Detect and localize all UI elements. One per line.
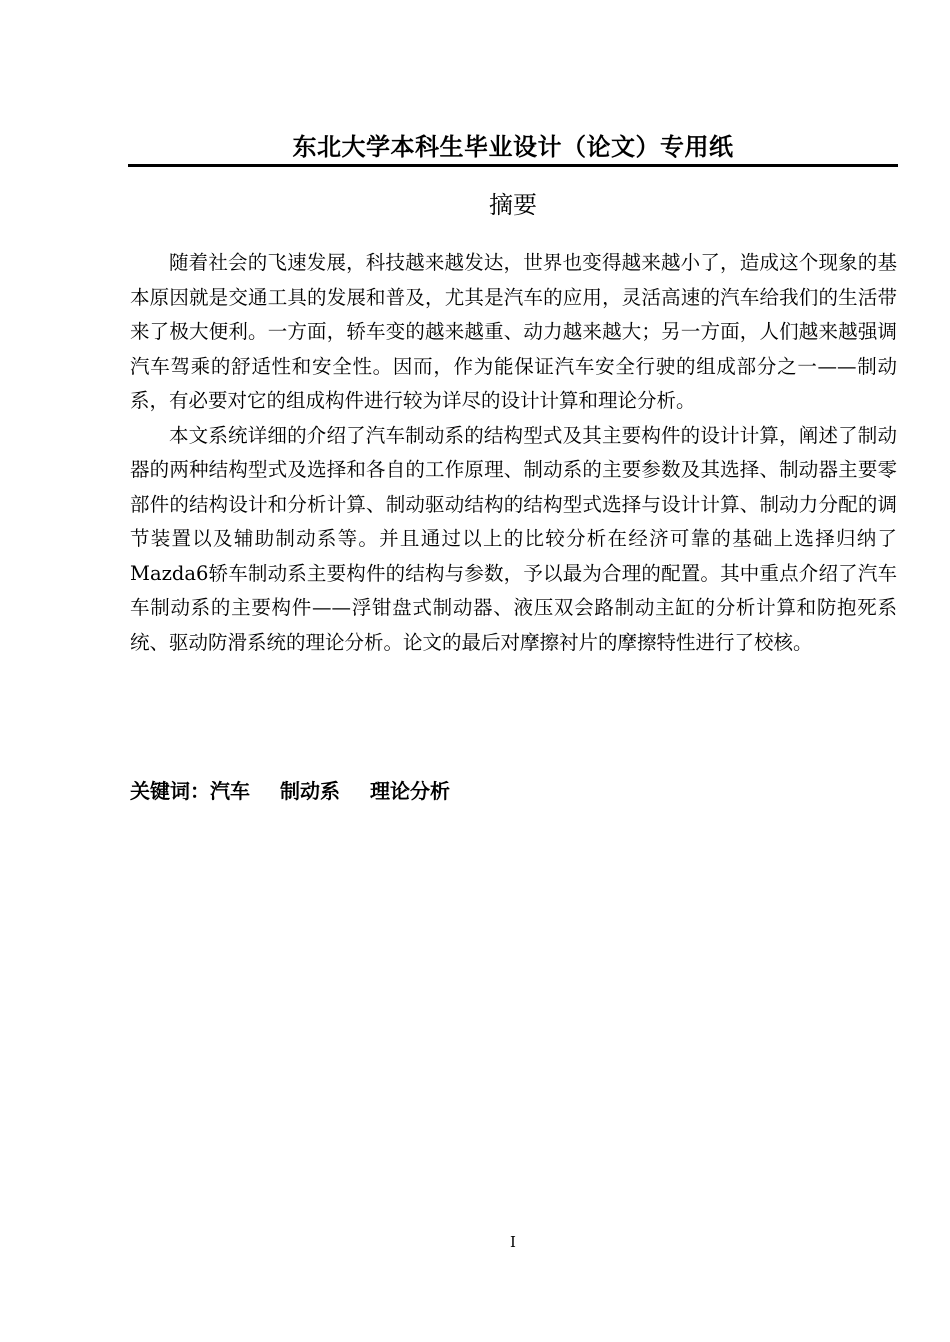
page-header-title: 东北大学本科生毕业设计（论文）专用纸 bbox=[292, 133, 734, 161]
keywords-label: 关键词： bbox=[130, 779, 210, 803]
header-rule bbox=[128, 164, 898, 167]
abstract-paragraph: 随着社会的飞速发展，科技越来越发达，世界也变得越来越小了，造成这个现象的基本原因就是交通工具的发展和普及，尤其是汽车的应用，灵活高速的汽车给我们的生活带来了极大便利。一方面，轿车变的越来越重、动力越来越大；另一方面，人们越来越强调汽车驾乘的舒适性和安全性。因而，作为能保证汽车安全行驶的组成部分之一——制动系，有必要对它的组成构件进行较为详尽的设计计算和理论分析。 bbox=[130, 251, 897, 412]
abstract-heading: 摘要 bbox=[489, 191, 537, 219]
keyword-item: 汽车 bbox=[210, 779, 250, 803]
abstract-paragraph: 本文系统详细的介绍了汽车制动系的结构型式及其主要构件的设计计算，阐述了制动器的两种结构型式及选择和各自的工作原理、制动系的主要参数及其选择、制动器主要零部件的结构设计和分析计算、制动驱动结构的结构型式选择与设计计算、制动力分配的调节装置以及辅助制动系等。并且通过以上的比较分析在经济可靠的基础上选择归纳了Mazda6轿车制动系主要构件的结构与参数，予以最为合理的配置。其中重点介绍了汽车车制动系的主要构件——浮钳盘式制动器、液压双会路制动主缸的分析计算和防抱死系统、驱动防滑系统的理论分析。论文的最后对摩擦衬片的摩擦特性进行了校核。 bbox=[130, 423, 897, 654]
keyword-item: 制动系 bbox=[280, 779, 340, 803]
keywords-line bbox=[130, 774, 897, 808]
keyword-item: 理论分析 bbox=[370, 779, 450, 803]
abstract-body bbox=[130, 246, 897, 660]
page-number: I bbox=[510, 1233, 516, 1251]
